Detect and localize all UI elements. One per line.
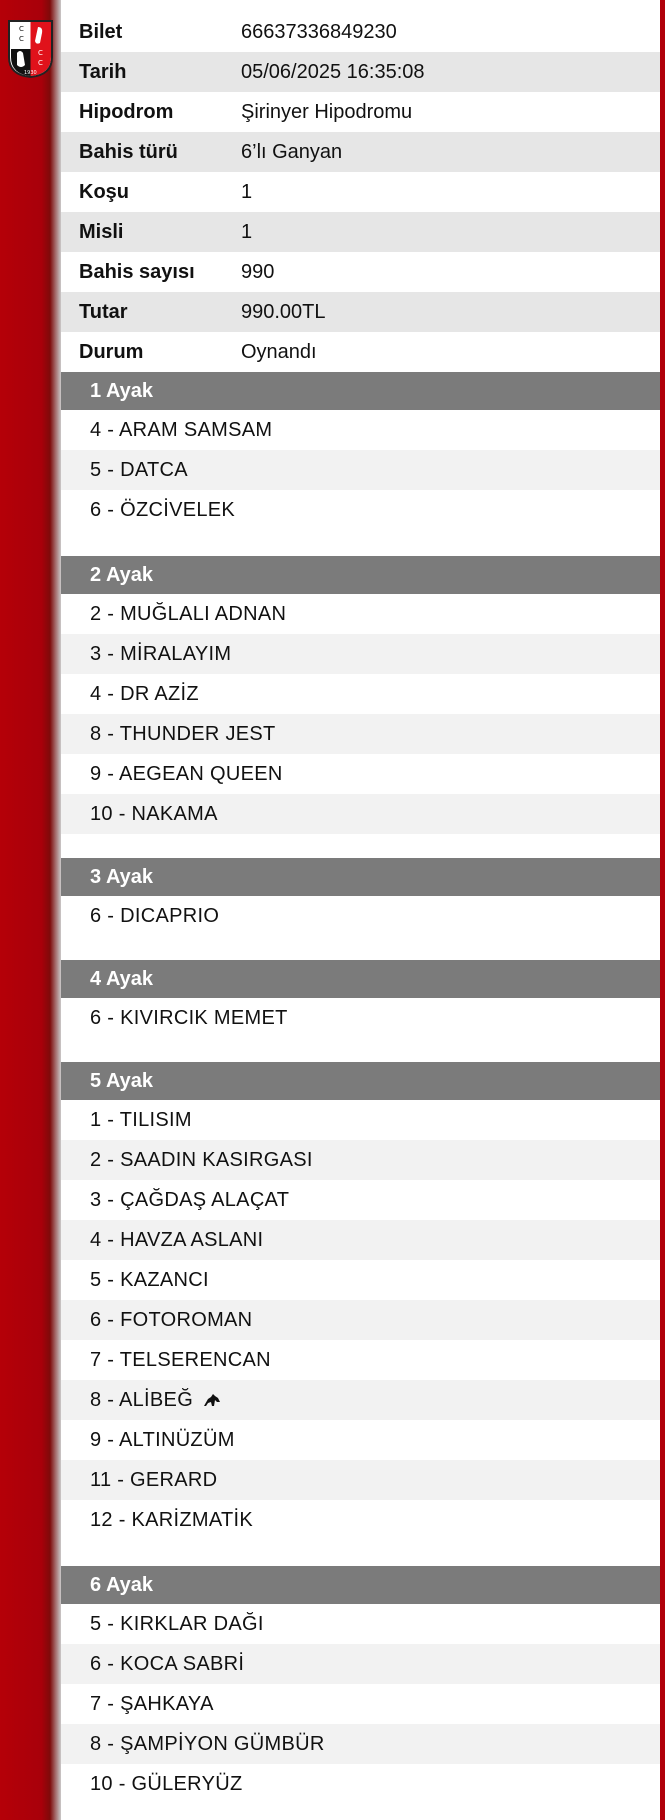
horse-name: 2 - SAADIN KASIRGASI bbox=[90, 1148, 313, 1171]
info-label: Tarih bbox=[79, 60, 127, 83]
info-row bbox=[61, 92, 660, 132]
info-label: Misli bbox=[79, 220, 124, 243]
horse-name: 6 - KIVIRCIK MEMET bbox=[90, 1006, 288, 1029]
svg-text:C: C bbox=[38, 49, 43, 57]
info-value: 66637336849230 bbox=[241, 20, 397, 43]
section-spacer bbox=[61, 530, 660, 556]
info-value: 990 bbox=[241, 260, 275, 283]
winner-horse-icon bbox=[203, 1393, 221, 1407]
horse-name: 1 - TILISIM bbox=[90, 1108, 192, 1131]
horse-row bbox=[61, 674, 660, 714]
ayak-header: 3 Ayak bbox=[61, 858, 660, 896]
info-label: Bahis sayısı bbox=[79, 260, 195, 283]
horse-row bbox=[61, 1100, 660, 1140]
horse-row bbox=[61, 896, 660, 936]
ticket-content bbox=[61, 12, 660, 1804]
horse-row bbox=[61, 1604, 660, 1644]
info-row bbox=[61, 332, 660, 372]
horse-name: 8 - ŞAMPİYON GÜMBÜR bbox=[90, 1732, 325, 1755]
horse-name: 8 - THUNDER JEST bbox=[90, 722, 276, 745]
svg-text:C: C bbox=[38, 59, 43, 67]
horse-name: 6 - FOTOROMAN bbox=[90, 1308, 253, 1331]
info-row bbox=[61, 212, 660, 252]
horse-row bbox=[61, 998, 660, 1038]
horse-name: 6 - ÖZCİVELEK bbox=[90, 498, 236, 521]
ayak-header: 5 Ayak bbox=[61, 1062, 660, 1100]
horse-row bbox=[61, 1764, 660, 1804]
horse-name: 3 - ÇAĞDAŞ ALAÇAT bbox=[90, 1188, 290, 1211]
horse-row bbox=[61, 1300, 660, 1340]
left-side-bar bbox=[0, 0, 61, 1820]
club-crest-icon bbox=[5, 19, 56, 79]
horse-row bbox=[61, 1180, 660, 1220]
horse-name: 5 - KAZANCI bbox=[90, 1268, 209, 1291]
ayak-list bbox=[61, 372, 660, 1804]
info-value: 6’lı Ganyan bbox=[241, 140, 343, 163]
info-value: Şirinyer Hipodromu bbox=[241, 100, 413, 123]
horse-row bbox=[61, 410, 660, 450]
horse-row bbox=[61, 1260, 660, 1300]
info-value: 1 bbox=[241, 180, 253, 203]
info-label: Hipodrom bbox=[79, 100, 174, 123]
ticket-info bbox=[61, 12, 660, 372]
ayak-header: 2 Ayak bbox=[61, 556, 660, 594]
horse-name: 6 - DICAPRIO bbox=[90, 904, 220, 927]
horse-row bbox=[61, 490, 660, 530]
horse-row bbox=[61, 1644, 660, 1684]
horse-name: 9 - AEGEAN QUEEN bbox=[90, 762, 283, 785]
horse-row bbox=[61, 450, 660, 490]
horse-row bbox=[61, 1220, 660, 1260]
info-row bbox=[61, 12, 660, 52]
info-value: 05/06/2025 16:35:08 bbox=[241, 60, 425, 83]
ayak-header: 1 Ayak bbox=[61, 372, 660, 410]
horse-row bbox=[61, 1140, 660, 1180]
horse-row bbox=[61, 714, 660, 754]
horse-row bbox=[61, 1420, 660, 1460]
horse-name: 12 - KARİZMATİK bbox=[90, 1508, 254, 1531]
logo-year: 1930 bbox=[24, 70, 37, 76]
section-spacer bbox=[61, 834, 660, 858]
horse-name: 7 - ŞAHKAYA bbox=[90, 1692, 214, 1715]
horse-row bbox=[61, 1460, 660, 1500]
horse-name: 4 - DR AZİZ bbox=[90, 682, 199, 705]
horse-row bbox=[61, 1340, 660, 1380]
info-label: Bahis türü bbox=[79, 140, 178, 163]
info-row bbox=[61, 252, 660, 292]
info-label: Tutar bbox=[79, 300, 128, 323]
right-side-bar bbox=[660, 0, 665, 1820]
horse-name: 10 - NAKAMA bbox=[90, 802, 218, 825]
info-row bbox=[61, 172, 660, 212]
ayak-header: 6 Ayak bbox=[61, 1566, 660, 1604]
horse-row bbox=[61, 594, 660, 634]
horse-name: 7 - TELSERENCAN bbox=[90, 1348, 271, 1371]
horse-name: 2 - MUĞLALI ADNAN bbox=[90, 602, 287, 625]
svg-text:C: C bbox=[19, 25, 24, 33]
horse-name: 3 - MİRALAYIM bbox=[90, 642, 232, 665]
ayak-header: 4 Ayak bbox=[61, 960, 660, 998]
horse-name: 4 - ARAM SAMSAM bbox=[90, 418, 273, 441]
section-spacer bbox=[61, 1038, 660, 1062]
horse-row bbox=[61, 1500, 660, 1540]
section-spacer bbox=[61, 936, 660, 960]
horse-name: 6 - KOCA SABRİ bbox=[90, 1652, 245, 1675]
horse-name: 5 - KIRKLAR DAĞI bbox=[90, 1612, 264, 1635]
horse-name: 11 - GERARD bbox=[90, 1468, 218, 1491]
horse-row bbox=[61, 794, 660, 834]
info-row bbox=[61, 132, 660, 172]
svg-text:C: C bbox=[19, 35, 24, 43]
horse-name: 5 - DATCA bbox=[90, 458, 188, 481]
horse-name: 4 - HAVZA ASLANI bbox=[90, 1228, 264, 1251]
horse-row bbox=[61, 1724, 660, 1764]
horse-row bbox=[61, 1380, 660, 1420]
horse-name: 10 - GÜLERYÜZ bbox=[90, 1772, 243, 1795]
horse-row bbox=[61, 634, 660, 674]
info-value: Oynandı bbox=[241, 340, 317, 363]
info-row bbox=[61, 292, 660, 332]
horse-row bbox=[61, 1684, 660, 1724]
info-value: 1 bbox=[241, 220, 253, 243]
info-label: Bilet bbox=[79, 20, 123, 43]
info-label: Koşu bbox=[79, 180, 129, 203]
horse-row bbox=[61, 754, 660, 794]
section-spacer bbox=[61, 1540, 660, 1566]
info-row bbox=[61, 52, 660, 92]
horse-name: 9 - ALTINÜZÜM bbox=[90, 1428, 235, 1451]
info-label: Durum bbox=[79, 340, 144, 363]
horse-name: 8 - ALİBEĞ bbox=[90, 1388, 194, 1411]
info-value: 990.00TL bbox=[241, 300, 326, 323]
